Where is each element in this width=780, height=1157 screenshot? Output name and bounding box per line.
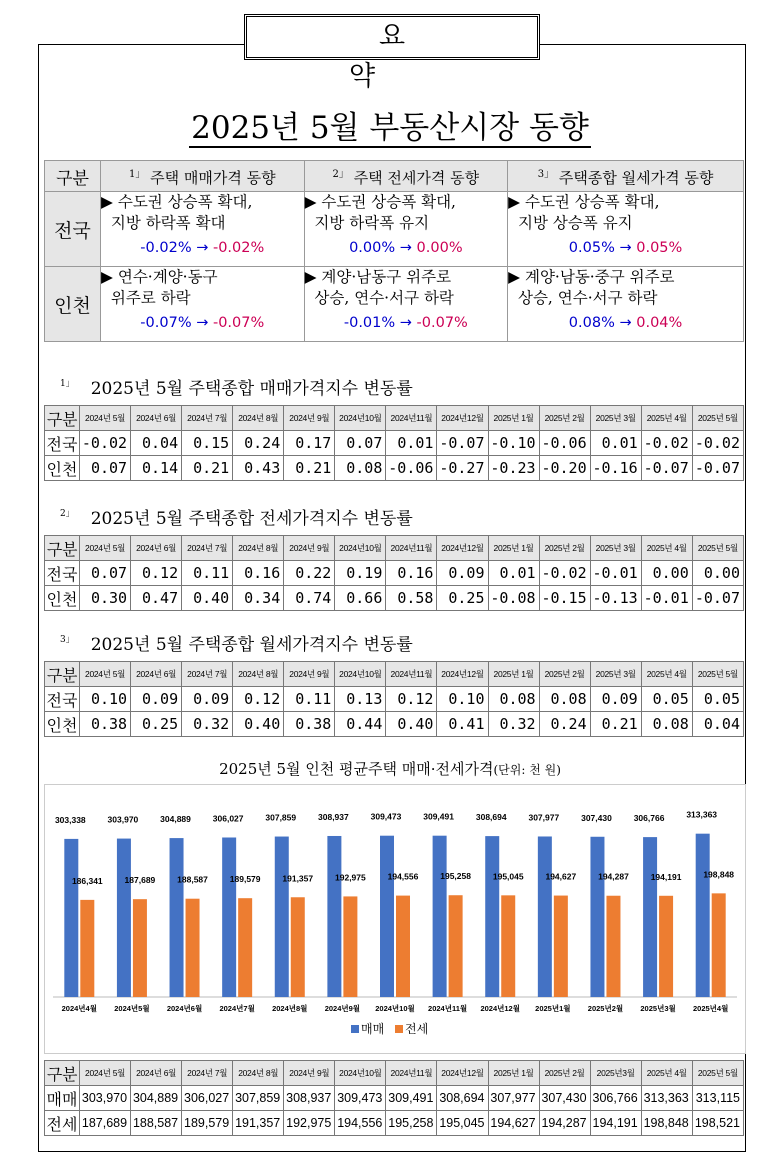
- table-cell: 0.14: [131, 456, 182, 481]
- month-header: 2024년 9월: [284, 406, 335, 431]
- table-cell: -0.15: [539, 586, 590, 611]
- table-row: [45, 586, 744, 611]
- month-header: 2024년 7월: [182, 1061, 233, 1086]
- table-cell: 0.15: [182, 431, 233, 456]
- x-tick-label: 2024년9월: [324, 1004, 361, 1013]
- table-row: [45, 1111, 744, 1136]
- data-label-sale: 307,430: [581, 812, 612, 823]
- table-cell: 0.66: [335, 586, 386, 611]
- month-header: 2024년 7월: [182, 536, 233, 561]
- x-tick-label: 2024년10월: [375, 1004, 415, 1013]
- x-tick-label: 2024년4월: [61, 1004, 97, 1013]
- month-header: 2024년12월: [437, 662, 488, 687]
- table-cell: 0.08: [641, 712, 692, 737]
- table-cell: 195,045: [437, 1111, 488, 1136]
- table-cell: 0.01: [386, 431, 437, 456]
- table-cell: 0.34: [233, 586, 284, 611]
- summary-row-label: 전국: [45, 192, 101, 267]
- month-header: 2024년 6월: [131, 1061, 182, 1086]
- table-cell: 0.32: [182, 712, 233, 737]
- month-header: 2025년 1월: [488, 406, 539, 431]
- x-tick-label: 2024년12월: [480, 1004, 520, 1013]
- table-cell: 0.01: [488, 561, 539, 586]
- table-corner: 구분: [45, 1061, 80, 1086]
- month-header: 2024년 5월: [80, 1061, 131, 1086]
- sale-change-table: [44, 405, 744, 481]
- data-label-sale: 307,859: [265, 812, 297, 823]
- row-label: 전국: [45, 431, 80, 456]
- table-cell: 0.07: [80, 456, 131, 481]
- table-cell: 187,689: [80, 1111, 131, 1136]
- month-header: 2025년 5월: [692, 662, 743, 687]
- average-price-table: [44, 1060, 744, 1136]
- table-cell: 0.07: [80, 561, 131, 586]
- table-cell: 191,357: [233, 1111, 284, 1136]
- bar-jeonse: [606, 896, 620, 997]
- chart-frame: [44, 784, 746, 1054]
- month-header: 2025년 4월: [641, 406, 692, 431]
- table-cell: 307,430: [539, 1086, 590, 1111]
- table-cell: -0.01: [641, 586, 692, 611]
- x-tick-label: 2025년3월: [640, 1004, 676, 1013]
- table-cell: 0.25: [131, 712, 182, 737]
- summary-cell: ▶ 수도권 상승폭 확대, 지방 상승폭 유지 0.05% → 0.05%: [508, 192, 744, 267]
- data-label-jeonse: 192,975: [335, 872, 366, 883]
- table-cell: 0.43: [233, 456, 284, 481]
- x-tick-label: 2025년2월: [587, 1004, 624, 1013]
- table-cell: -0.20: [539, 456, 590, 481]
- row-label: 전세: [45, 1111, 80, 1136]
- rent-change-table: [44, 661, 744, 737]
- page-title: 2025년 5월 부동산시장 동향: [191, 110, 589, 146]
- table-cell: 0.11: [284, 687, 335, 712]
- month-header: 2025년 4월: [641, 662, 692, 687]
- table-cell: 0.16: [386, 561, 437, 586]
- data-label-sale: 313,363: [686, 809, 718, 820]
- table-cell: 303,970: [80, 1086, 131, 1111]
- data-label-sale: 308,937: [318, 811, 349, 822]
- table-cell: 0.07: [335, 431, 386, 456]
- table-cell: 313,115: [692, 1086, 743, 1111]
- bar-jeonse: [133, 899, 147, 997]
- legend-label-sale: 매매: [361, 1022, 385, 1036]
- table-cell: 0.40: [386, 712, 437, 737]
- summary-cell: ▶ 수도권 상승폭 확대, 지방 하락폭 유지 0.00% → 0.00%: [304, 192, 508, 267]
- table-cell: 306,027: [182, 1086, 233, 1111]
- data-label-sale: 309,473: [370, 811, 402, 822]
- month-header: 2024년 9월: [284, 1061, 335, 1086]
- table-cell: -0.08: [488, 586, 539, 611]
- table-cell: 0.01: [590, 431, 641, 456]
- data-label-jeonse: 188,587: [177, 874, 208, 885]
- table-cell: 0.21: [590, 712, 641, 737]
- bar-sale: [590, 837, 604, 997]
- month-header: 2024년11월: [386, 406, 437, 431]
- month-header: 2025년 2월: [539, 1061, 590, 1086]
- section-title-3: $^{3」}$ 2025년 5월 주택종합 월세가격지수 변동률: [60, 635, 413, 655]
- header-row: [45, 1061, 744, 1086]
- month-header: 2024년 6월: [131, 662, 182, 687]
- x-tick-label: 2024년7월: [219, 1004, 255, 1013]
- summary-cell: ▶ 연수·계양·동구 위주로 하락 -0.07% → -0.07%: [101, 267, 305, 342]
- table-cell: 0.09: [131, 687, 182, 712]
- table-cell: -0.16: [590, 456, 641, 481]
- table-cell: 188,587: [131, 1111, 182, 1136]
- table-cell: 0.04: [131, 431, 182, 456]
- price-bar-chart: [45, 785, 745, 1053]
- row-label: 전국: [45, 687, 80, 712]
- table-cell: 0.24: [233, 431, 284, 456]
- bar-sale: [433, 836, 447, 997]
- data-label-sale: 304,889: [160, 814, 191, 825]
- month-header: 2025년 2월: [539, 536, 590, 561]
- header-row: [45, 662, 744, 687]
- table-cell: 0.12: [386, 687, 437, 712]
- summary-col-3: $^{3」}$ 주택종합 월세가격 동향: [508, 161, 744, 192]
- month-header: 2025년 3월: [590, 662, 641, 687]
- table-corner: 구분: [45, 662, 80, 687]
- table-cell: 0.17: [284, 431, 335, 456]
- month-header: 2025년 5월: [692, 536, 743, 561]
- month-header: 2025년 1월: [488, 662, 539, 687]
- data-label-jeonse: 191,357: [282, 873, 314, 884]
- x-tick-label: 2024년8월: [272, 1004, 308, 1013]
- jeonse-change-table: [44, 535, 744, 611]
- table-cell: -0.06: [539, 431, 590, 456]
- month-header: 2025년 2월: [539, 662, 590, 687]
- table-cell: 0.16: [233, 561, 284, 586]
- month-header: 2024년11월: [386, 1061, 437, 1086]
- bar-jeonse: [449, 895, 463, 997]
- data-label-sale: 308,694: [475, 812, 507, 823]
- summary-col-1: $^{1」}$ 주택 매매가격 동향: [101, 161, 305, 192]
- summary-cell: ▶ 수도권 상승폭 확대, 지방 하락폭 확대 -0.02% → -0.02%: [101, 192, 305, 267]
- table-row: [45, 1086, 744, 1111]
- data-label-sale: 303,338: [54, 814, 86, 825]
- table-cell: 0.08: [488, 687, 539, 712]
- table-cell: 308,694: [437, 1086, 488, 1111]
- table-cell: -0.06: [386, 456, 437, 481]
- month-header: 2025년 2월: [539, 406, 590, 431]
- bar-jeonse: [659, 896, 673, 997]
- bar-jeonse: [554, 896, 568, 997]
- header-row: [45, 536, 744, 561]
- table-cell: 0.10: [437, 687, 488, 712]
- table-cell: 0.05: [641, 687, 692, 712]
- month-header: 2024년 9월: [284, 662, 335, 687]
- data-label-jeonse: 187,689: [124, 875, 156, 886]
- bar-jeonse: [291, 897, 305, 997]
- month-header: 2024년10월: [335, 536, 386, 561]
- x-tick-label: 2024년6월: [166, 1004, 203, 1013]
- table-cell: 307,977: [488, 1086, 539, 1111]
- table-row: [45, 561, 744, 586]
- summary-col-2: $^{2」}$ 주택 전세가격 동향: [304, 161, 508, 192]
- header-row: [45, 406, 744, 431]
- bar-jeonse: [501, 895, 515, 997]
- x-tick-label: 2025년1월: [535, 1004, 571, 1013]
- bar-jeonse: [238, 898, 252, 997]
- month-header: 2025년 4월: [641, 536, 692, 561]
- month-header: 2024년12월: [437, 406, 488, 431]
- table-row: [45, 712, 744, 737]
- table-cell: 0.25: [437, 586, 488, 611]
- bar-sale: [380, 836, 394, 997]
- month-header: 2025년 5월: [692, 1061, 743, 1086]
- table-cell: 0.32: [488, 712, 539, 737]
- summary-header-box: 요 약: [244, 14, 540, 60]
- table-cell: 0.09: [437, 561, 488, 586]
- table-cell: 0.58: [386, 586, 437, 611]
- chart-title: 2025년 5월 인천 평균주택 매매·전세가격(단위: 천 원): [219, 760, 561, 778]
- table-cell: 0.10: [80, 687, 131, 712]
- table-cell: -0.02: [80, 431, 131, 456]
- x-tick-label: 2024년5월: [114, 1004, 150, 1013]
- table-cell: 189,579: [182, 1111, 233, 1136]
- month-header: 2024년 5월: [80, 406, 131, 431]
- row-label: 인천: [45, 456, 80, 481]
- table-cell: 0.09: [590, 687, 641, 712]
- month-header: 2024년 5월: [80, 662, 131, 687]
- month-header: 2024년10월: [335, 406, 386, 431]
- table-cell: 198,848: [641, 1111, 692, 1136]
- table-cell: -0.13: [590, 586, 641, 611]
- month-header: 2025년 3월: [590, 536, 641, 561]
- table-cell: 0.44: [335, 712, 386, 737]
- table-cell: 0.00: [641, 561, 692, 586]
- month-header: 2024년11월: [386, 536, 437, 561]
- table-cell: 0.21: [182, 456, 233, 481]
- legend-swatch-sale: [351, 1025, 359, 1033]
- month-header: 2025년 1월: [488, 536, 539, 561]
- month-header: 2024년 8월: [233, 406, 284, 431]
- data-label-jeonse: 195,045: [492, 871, 524, 882]
- bar-sale: [538, 836, 552, 997]
- table-cell: -0.07: [692, 456, 743, 481]
- table-cell: 313,363: [641, 1086, 692, 1111]
- month-header: 2024년11월: [386, 662, 437, 687]
- table-cell: 309,491: [386, 1086, 437, 1111]
- table-cell: -0.10: [488, 431, 539, 456]
- month-header: 2025년 4월: [641, 1061, 692, 1086]
- month-header: 2025년 3월: [590, 406, 641, 431]
- legend-swatch-jeonse: [395, 1025, 403, 1033]
- table-cell: 195,258: [386, 1111, 437, 1136]
- data-label-sale: 307,977: [528, 812, 560, 823]
- table-cell: 0.12: [131, 561, 182, 586]
- bar-jeonse: [343, 896, 357, 997]
- x-tick-label: 2025년4월: [693, 1004, 729, 1013]
- data-label-jeonse: 194,627: [545, 871, 577, 882]
- month-header: 2024년 8월: [233, 1061, 284, 1086]
- summary-cell: ▶ 계양·남동구 위주로 상승, 연수·서구 하락 -0.01% → -0.07%: [304, 267, 508, 342]
- month-header: 2024년 8월: [233, 662, 284, 687]
- month-header: 2024년 7월: [182, 406, 233, 431]
- month-header: 2025년 5월: [692, 406, 743, 431]
- table-cell: 0.08: [539, 687, 590, 712]
- row-label: 매매: [45, 1086, 80, 1111]
- data-label-jeonse: 186,341: [71, 875, 103, 886]
- table-cell: 308,937: [284, 1086, 335, 1111]
- month-header: 2024년 9월: [284, 536, 335, 561]
- table-cell: 0.00: [692, 561, 743, 586]
- bar-sale: [327, 836, 341, 997]
- section-title-1: $^{1」}$ 2025년 5월 주택종합 매매가격지수 변동률: [60, 379, 413, 399]
- table-cell: 0.05: [692, 687, 743, 712]
- legend-label-jeonse: 전세: [405, 1022, 429, 1036]
- data-label-sale: 303,970: [107, 814, 139, 825]
- row-label: 인천: [45, 586, 80, 611]
- table-cell: -0.02: [539, 561, 590, 586]
- month-header: 2024년12월: [437, 1061, 488, 1086]
- table-cell: -0.07: [641, 456, 692, 481]
- month-header: 2025년3월: [590, 1061, 641, 1086]
- table-cell: 0.38: [80, 712, 131, 737]
- table-cell: -0.27: [437, 456, 488, 481]
- table-cell: -0.07: [692, 586, 743, 611]
- section-title-2: $^{2」}$ 2025년 5월 주택종합 전세가격지수 변동률: [60, 509, 413, 529]
- table-cell: 0.40: [233, 712, 284, 737]
- bar-sale: [275, 837, 289, 997]
- summary-corner: 구분: [45, 161, 101, 192]
- table-cell: 0.19: [335, 561, 386, 586]
- bar-sale: [222, 837, 236, 997]
- table-cell: 0.74: [284, 586, 335, 611]
- data-label-jeonse: 194,287: [598, 871, 629, 882]
- month-header: 2024년 6월: [131, 536, 182, 561]
- table-cell: 309,473: [335, 1086, 386, 1111]
- table-cell: -0.23: [488, 456, 539, 481]
- table-cell: -0.01: [590, 561, 641, 586]
- bar-sale: [485, 836, 499, 997]
- table-cell: 0.13: [335, 687, 386, 712]
- bar-sale: [696, 834, 710, 997]
- row-label: 전국: [45, 561, 80, 586]
- bar-sale: [170, 838, 184, 997]
- bar-jeonse: [80, 900, 94, 997]
- table-cell: 194,287: [539, 1111, 590, 1136]
- month-header: 2024년 8월: [233, 536, 284, 561]
- table-cell: 0.22: [284, 561, 335, 586]
- table-cell: 0.08: [335, 456, 386, 481]
- table-cell: 306,766: [590, 1086, 641, 1111]
- data-label-sale: 306,027: [212, 813, 244, 824]
- data-label-jeonse: 198,848: [703, 869, 735, 880]
- month-header: 2024년 6월: [131, 406, 182, 431]
- bar-jeonse: [186, 899, 200, 997]
- month-header: 2024년 7월: [182, 662, 233, 687]
- table-cell: 194,627: [488, 1111, 539, 1136]
- table-cell: 307,859: [233, 1086, 284, 1111]
- table-cell: 0.47: [131, 586, 182, 611]
- table-cell: 194,191: [590, 1111, 641, 1136]
- bar-sale: [117, 839, 131, 997]
- month-header: 2024년12월: [437, 536, 488, 561]
- table-cell: 0.04: [692, 712, 743, 737]
- table-cell: 0.21: [284, 456, 335, 481]
- table-row: [45, 687, 744, 712]
- data-label-jeonse: 195,258: [440, 871, 471, 882]
- bar-sale: [64, 839, 78, 997]
- table-cell: 0.40: [182, 586, 233, 611]
- data-label-jeonse: 194,191: [650, 871, 682, 882]
- month-header: 2024년 5월: [80, 536, 131, 561]
- table-cell: 304,889: [131, 1086, 182, 1111]
- data-label-jeonse: 189,579: [229, 874, 261, 885]
- table-cell: 198,521: [692, 1111, 743, 1136]
- row-label: 인천: [45, 712, 80, 737]
- table-corner: 구분: [45, 406, 80, 431]
- bar-jeonse: [712, 893, 726, 997]
- table-cell: 0.30: [80, 586, 131, 611]
- summary-table: [44, 160, 744, 342]
- table-corner: 구분: [45, 536, 80, 561]
- bar-sale: [643, 837, 657, 997]
- table-cell: 0.12: [233, 687, 284, 712]
- table-cell: 0.11: [182, 561, 233, 586]
- table-cell: 0.09: [182, 687, 233, 712]
- data-label-sale: 306,766: [633, 813, 665, 824]
- table-cell: 0.41: [437, 712, 488, 737]
- summary-cell: ▶ 계양·남동·중구 위주로 상승, 연수·서구 하락 0.08% → 0.04%: [508, 267, 744, 342]
- table-cell: -0.07: [437, 431, 488, 456]
- bar-jeonse: [396, 896, 410, 997]
- table-cell: -0.02: [641, 431, 692, 456]
- table-row: [45, 431, 744, 456]
- month-header: 2024년10월: [335, 1061, 386, 1086]
- table-cell: 194,556: [335, 1111, 386, 1136]
- table-cell: 192,975: [284, 1111, 335, 1136]
- x-tick-label: 2024년11월: [428, 1004, 468, 1013]
- table-row: [45, 456, 744, 481]
- table-cell: -0.02: [692, 431, 743, 456]
- summary-row-label: 인천: [45, 267, 101, 342]
- month-header: 2024년10월: [335, 662, 386, 687]
- table-cell: 0.38: [284, 712, 335, 737]
- data-label-sale: 309,491: [423, 811, 454, 822]
- data-label-jeonse: 194,556: [387, 871, 419, 882]
- month-header: 2025년 1월: [488, 1061, 539, 1086]
- table-cell: 0.24: [539, 712, 590, 737]
